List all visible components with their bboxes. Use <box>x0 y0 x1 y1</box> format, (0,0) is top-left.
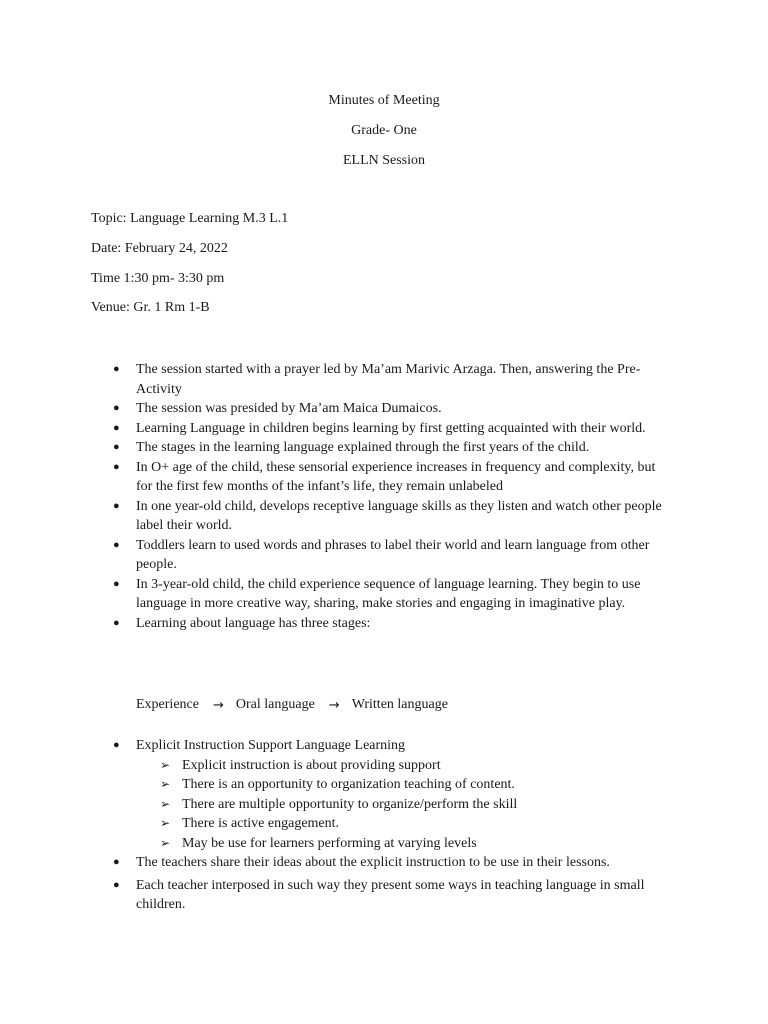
list-item-text: Toddlers learn to used words and phrases to label their world and learn language from other people. <box>136 537 650 572</box>
date-line: Date: February 24, 2022 <box>91 241 228 256</box>
list-item <box>113 853 673 873</box>
sublist-item <box>160 775 673 795</box>
list-item <box>113 736 673 853</box>
stage-experience: Experience <box>136 697 199 712</box>
sublist-item-text: There is active engagement. <box>182 816 340 831</box>
list-item-text: In 3-year-old child, the child experience sequence of language learning. They begin to use language in more creative way, sharing, make stories and engaging in imaginative play. <box>136 576 641 611</box>
venue-line: Venue: Gr. 1 Rm 1-B <box>91 300 210 315</box>
arrow-right-icon: → <box>328 697 340 713</box>
time-line: Time 1:30 pm- 3:30 pm <box>91 271 225 286</box>
list-item-text: Each teacher interposed in such way they present some ways in teaching language in small children. <box>136 877 645 912</box>
list-item <box>113 575 673 614</box>
list-item-text: In O+ age of the child, these sensorial experience increases in frequency and complexity, but for the first few months of the infant’s life, they remain unlabeled <box>136 459 656 494</box>
list-item <box>113 399 673 419</box>
sublist-item-text: There is an opportunity to organization teaching of content. <box>182 777 515 792</box>
list-item <box>113 614 673 634</box>
list-item-text: The stages in the learning language explained through the first years of the child. <box>136 440 590 455</box>
list-item-text: Learning Language in children begins learning by first getting acquainted with their world. <box>136 420 646 436</box>
bullet-icon: ● <box>113 538 120 551</box>
arrow-right-icon: → <box>212 697 224 713</box>
bullet-icon: ● <box>113 616 120 629</box>
minutes-list <box>113 360 673 633</box>
list-item <box>113 876 673 915</box>
sublist-item <box>160 756 673 776</box>
list-item-text: The teachers share their ideas about the explicit instruction to be use in their lessons. <box>136 855 610 870</box>
list-item-text: The session was presided by Ma’am Maica Dumaicos. <box>136 401 442 416</box>
sublist-item-text: Explicit instruction is about providing support <box>182 757 441 773</box>
bullet-icon: ● <box>113 402 120 414</box>
grade-heading: Grade- One <box>351 123 417 138</box>
list-item <box>113 360 673 399</box>
arrowhead-bullet-icon: ➢ <box>160 757 171 772</box>
sublist-item-text: There are multiple opportunity to organize/perform the skill <box>182 796 518 812</box>
list-item <box>113 536 673 575</box>
bullet-icon: ● <box>113 739 120 751</box>
stage-written-language: Written language <box>351 697 448 712</box>
session-heading: ELLN Session <box>342 153 426 168</box>
list-item <box>113 419 673 439</box>
stage-oral-language: Oral language <box>235 697 315 712</box>
bullet-icon: ● <box>113 363 120 375</box>
sublist-item <box>160 834 673 854</box>
list-item-text: Explicit Instruction Support Language Learning <box>136 738 406 753</box>
bullet-icon: ● <box>113 856 120 868</box>
bullet-icon: ● <box>113 577 120 590</box>
list-item <box>113 458 673 497</box>
bullet-icon: ● <box>113 499 120 512</box>
list-item-text: Learning about language has three stages: <box>136 615 371 631</box>
list-item <box>113 438 673 458</box>
arrowhead-bullet-icon: ➢ <box>160 816 171 830</box>
sublist-item <box>160 814 673 834</box>
list-item-text: The session started with a prayer led by Ma’am Marivic Arzaga. Then, answering the Pre-Activity <box>136 362 641 397</box>
sublist-item-text: May be use for learners performing at varying levels <box>182 835 477 851</box>
list-item <box>113 497 673 536</box>
language-stages-flow <box>136 697 448 713</box>
arrowhead-bullet-icon: ➢ <box>160 835 171 850</box>
list-item-text: In one year-old child, develops receptive language skills as they listen and watch other people label their world. <box>136 498 662 533</box>
topic-line: Topic: Language Learning M.3 L.1 <box>91 211 289 226</box>
bullet-icon: ● <box>113 441 120 453</box>
bullet-icon: ● <box>113 421 120 434</box>
explicit-instruction-sublist <box>136 756 673 854</box>
bullet-icon: ● <box>113 878 120 891</box>
sublist-item <box>160 795 673 815</box>
arrowhead-bullet-icon: ➢ <box>160 777 171 791</box>
minutes-list-continued <box>113 736 673 915</box>
bullet-icon: ● <box>113 460 120 473</box>
arrowhead-bullet-icon: ➢ <box>160 796 171 811</box>
document-title: Minutes of Meeting <box>328 93 440 108</box>
